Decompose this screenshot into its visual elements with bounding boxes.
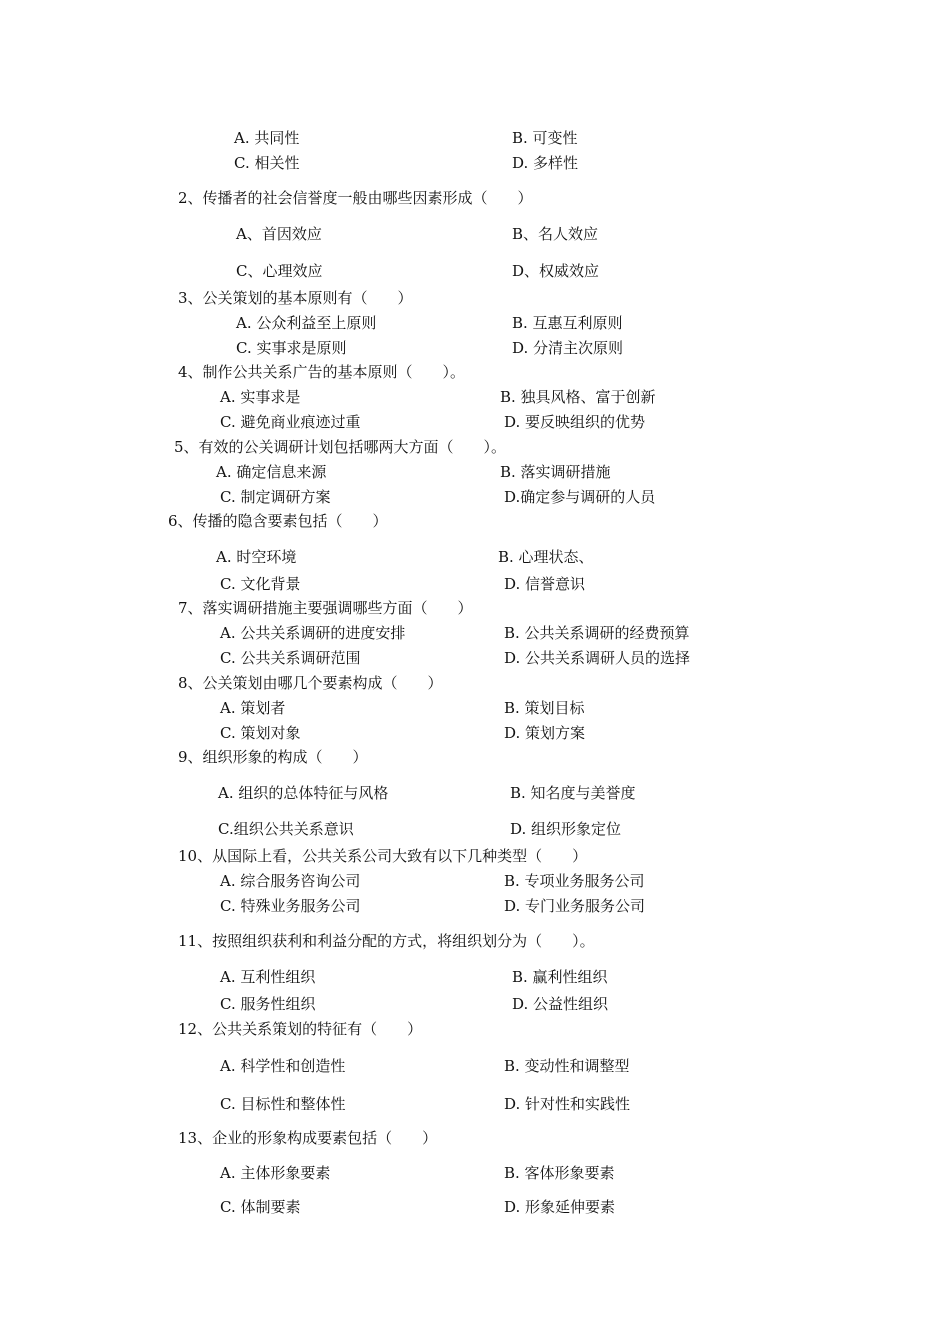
q5-option-d: D.确定参与调研的人员 — [504, 488, 656, 506]
q5-stem: 5、有效的公关调研计划包括哪两大方面（ ）。 — [174, 438, 507, 456]
q3-option-b: B. 互惠互利原则 — [512, 314, 623, 332]
q10-option-c: C. 特殊业务服务公司 — [220, 897, 361, 915]
q10-stem: 10、从国际上看，公共关系公司大致有以下几种类型（ ） — [178, 847, 588, 865]
q11-option-d: D. 公益性组织 — [512, 995, 609, 1013]
q8-option-b: B. 策划目标 — [504, 699, 585, 717]
q2-option-c: C、心理效应 — [236, 262, 323, 280]
q6-option-d: D. 信誉意识 — [504, 575, 586, 593]
q3-option-a: A. 公众利益至上原则 — [236, 314, 377, 332]
q8-option-d: D. 策划方案 — [504, 724, 586, 742]
q6-stem: 6、传播的隐含要素包括（ ） — [168, 512, 388, 530]
q4-stem: 4、制作公共关系广告的基本原则（ ）。 — [178, 363, 466, 381]
q1-option-a: A. 共同性 — [234, 129, 300, 147]
q3-stem: 3、公关策划的基本原则有（ ） — [178, 289, 413, 307]
q13-option-a: A. 主体形象要素 — [220, 1164, 331, 1182]
q13-option-d: D. 形象延伸要素 — [504, 1198, 616, 1216]
q13-option-c: C. 体制要素 — [220, 1198, 301, 1216]
q2-stem: 2、传播者的社会信誉度一般由哪些因素形成（ ） — [178, 189, 533, 207]
q1-option-b: B. 可变性 — [512, 129, 578, 147]
q10-option-a: A. 综合服务咨询公司 — [220, 872, 361, 890]
q5-option-c: C. 制定调研方案 — [220, 488, 331, 506]
q2-option-b: B、名人效应 — [512, 225, 599, 243]
q9-stem: 9、组织形象的构成（ ） — [178, 748, 368, 766]
q12-option-a: A. 科学性和创造性 — [220, 1057, 346, 1075]
q12-stem: 12、公共关系策划的特征有（ ） — [178, 1020, 423, 1038]
q12-option-d: D. 针对性和实践性 — [504, 1095, 631, 1113]
q5-option-b: B. 落实调研措施 — [500, 463, 611, 481]
q1-option-d: D. 多样性 — [512, 154, 579, 172]
q8-option-c: C. 策划对象 — [220, 724, 301, 742]
q9-option-a: A. 组织的总体特征与风格 — [218, 784, 389, 802]
q3-option-d: D. 分清主次原则 — [512, 339, 624, 357]
q4-option-b: B. 独具风格、富于创新 — [500, 388, 656, 406]
q6-option-c: C. 文化背景 — [220, 575, 301, 593]
q2-option-d: D、权威效应 — [512, 262, 600, 280]
q8-stem: 8、公关策划由哪几个要素构成（ ） — [178, 674, 443, 692]
q10-option-d: D. 专门业务服务公司 — [504, 897, 646, 915]
q13-option-b: B. 客体形象要素 — [504, 1164, 615, 1182]
q6-option-b: B. 心理状态、 — [498, 548, 594, 566]
q11-option-c: C. 服务性组织 — [220, 995, 316, 1013]
q9-option-d: D. 组织形象定位 — [510, 820, 622, 838]
q9-option-b: B. 知名度与美誉度 — [510, 784, 636, 802]
q13-stem: 13、企业的形象构成要素包括（ ） — [178, 1129, 438, 1147]
q11-option-a: A. 互利性组织 — [220, 968, 316, 986]
q8-option-a: A. 策划者 — [220, 699, 286, 717]
q12-option-b: B. 变动性和调整型 — [504, 1057, 630, 1075]
q11-stem: 11、按照组织获利和利益分配的方式，将组织划分为（ ）。 — [178, 932, 595, 950]
q4-option-a: A. 实事求是 — [220, 388, 301, 406]
q11-option-b: B. 赢利性组织 — [512, 968, 608, 986]
q4-option-d: D. 要反映组织的优势 — [504, 413, 646, 431]
q7-option-d: D. 公共关系调研人员的选择 — [504, 649, 691, 667]
q9-option-c: C.组织公共关系意识 — [218, 820, 354, 838]
q6-option-a: A. 时空环境 — [216, 548, 297, 566]
q12-option-c: C. 目标性和整体性 — [220, 1095, 346, 1113]
q5-option-a: A. 确定信息来源 — [216, 463, 327, 481]
q1-option-c: C. 相关性 — [234, 154, 300, 172]
q3-option-c: C. 实事求是原则 — [236, 339, 347, 357]
q7-stem: 7、落实调研措施主要强调哪些方面（ ） — [178, 599, 473, 617]
q7-option-c: C. 公共关系调研范围 — [220, 649, 361, 667]
q4-option-c: C. 避免商业痕迹过重 — [220, 413, 361, 431]
q10-option-b: B. 专项业务服务公司 — [504, 872, 645, 890]
q2-option-a: A、首因效应 — [236, 225, 322, 243]
q7-option-a: A. 公共关系调研的进度安排 — [220, 624, 406, 642]
q7-option-b: B. 公共关系调研的经费预算 — [504, 624, 690, 642]
